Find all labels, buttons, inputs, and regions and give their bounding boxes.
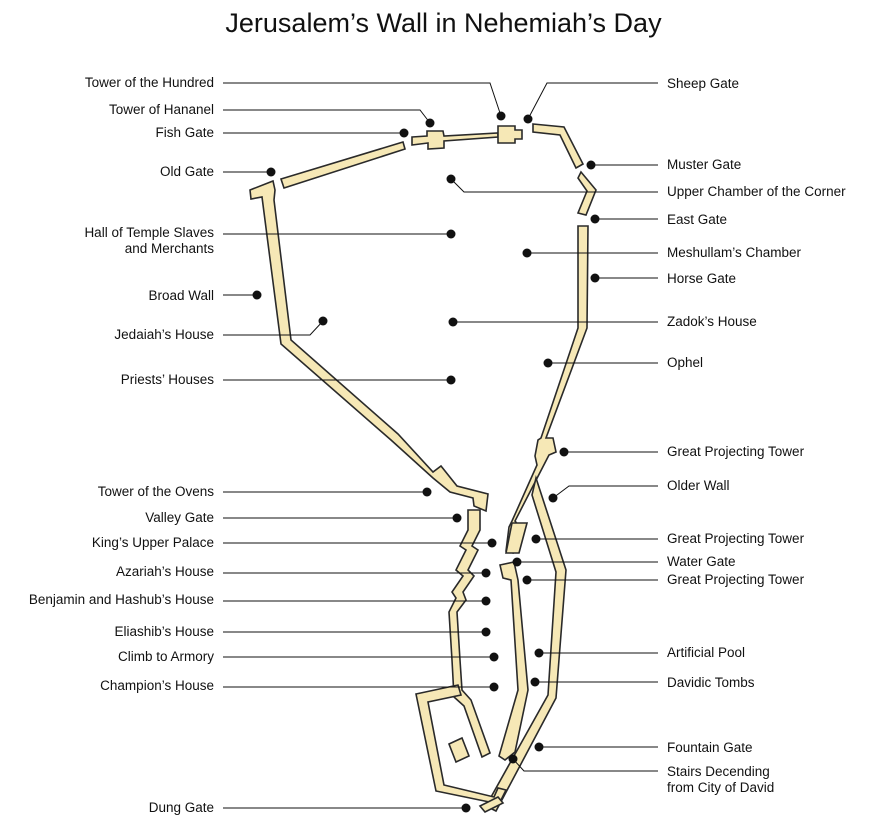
stairs-leader xyxy=(513,759,658,771)
horse-gate-marker xyxy=(591,274,600,283)
label-fountain-gate xyxy=(535,740,753,755)
sheep-gate-marker xyxy=(524,115,533,124)
eliashib-house-marker xyxy=(482,628,491,637)
horse-gate-label: Horse Gate xyxy=(667,271,737,286)
north-west-wall xyxy=(281,142,405,188)
label-great-projecting-tower-1 xyxy=(560,444,805,459)
label-dung-gate xyxy=(149,800,471,815)
priests-houses-label: Priests’ Houses xyxy=(120,372,214,387)
zadok-house-label: Zadok’s House xyxy=(667,314,757,329)
davidic-tombs-marker xyxy=(531,678,540,687)
city-wall xyxy=(250,124,596,812)
fountain-gate-marker xyxy=(535,743,544,752)
older-wall-leader xyxy=(553,486,658,498)
muster-gate-label: Muster Gate xyxy=(667,157,742,172)
great-projecting-tower-1-label: Great Projecting Tower xyxy=(667,444,805,459)
kings-upper-palace-marker xyxy=(488,539,497,548)
east-wall xyxy=(506,226,588,553)
water-gate-marker xyxy=(513,558,522,567)
benjamin-hashub-house-label: Benjamin and Hashub’s House xyxy=(28,592,214,607)
label-upper-chamber-corner xyxy=(447,175,847,200)
upper-chamber-corner-leader xyxy=(451,179,658,192)
stairs-label-line2: from City of David xyxy=(667,780,775,795)
valley-gate-marker xyxy=(453,514,462,523)
label-tower-hananel xyxy=(109,102,435,128)
inner-east-wall xyxy=(499,562,528,760)
label-sheep-gate xyxy=(524,76,740,124)
azariah-house-marker xyxy=(482,569,491,578)
right-labels xyxy=(447,76,847,795)
old-gate-marker xyxy=(267,168,276,177)
benjamin-hashub-house-marker xyxy=(482,597,491,606)
champion-house-label: Champion’s House xyxy=(100,678,214,693)
map-title: Jerusalem’s Wall in Nehemiah’s Day xyxy=(225,8,662,38)
ophel-label: Ophel xyxy=(667,355,704,370)
label-meshullam-chamber xyxy=(523,245,802,260)
tower-hananel-marker xyxy=(426,119,435,128)
muster-gate-segment xyxy=(578,172,596,215)
tower-ovens-label: Tower of the Ovens xyxy=(97,484,214,499)
meshullam-chamber-marker xyxy=(523,249,532,258)
climb-armory-label: Climb to Armory xyxy=(117,649,214,664)
hall-temple-label-line2: and Merchants xyxy=(124,241,214,256)
upper-chamber-corner-marker xyxy=(447,175,456,184)
label-zadok-house xyxy=(449,314,757,329)
label-horse-gate xyxy=(591,271,737,286)
valley-gate-label: Valley Gate xyxy=(145,510,214,525)
label-great-projecting-tower-2 xyxy=(532,531,805,546)
label-water-gate xyxy=(513,554,736,569)
label-stairs xyxy=(509,755,775,796)
north-east-wall xyxy=(533,124,583,168)
tower-hananel-label: Tower of Hananel xyxy=(108,102,214,117)
sheep-gate-label: Sheep Gate xyxy=(667,76,740,91)
jedaiah-house-label: Jedaiah’s House xyxy=(114,327,214,342)
label-artificial-pool xyxy=(535,645,746,660)
meshullam-chamber-label: Meshullam’s Chamber xyxy=(667,245,802,260)
fish-gate-label: Fish Gate xyxy=(155,125,214,140)
upper-chamber-corner-label: Upper Chamber of the Corner xyxy=(667,184,846,199)
azariah-house-label: Azariah’s House xyxy=(115,564,214,579)
hall-temple-label-line1: Hall of Temple Slaves xyxy=(84,225,214,240)
tower-ovens-marker xyxy=(423,488,432,497)
label-priests-houses xyxy=(121,372,456,387)
broad-wall-marker xyxy=(253,291,262,300)
jedaiah-house-marker xyxy=(319,317,328,326)
kings-upper-palace-label: King’s Upper Palace xyxy=(91,535,214,550)
great-projecting-tower-3-label: Great Projecting Tower xyxy=(667,572,805,587)
dung-gate-marker xyxy=(462,804,471,813)
great-projecting-tower-2-label: Great Projecting Tower xyxy=(667,531,805,546)
champion-house-marker xyxy=(490,683,499,692)
stairs-label-line1: Stairs Decending xyxy=(667,764,770,779)
east-gate-label: East Gate xyxy=(667,212,728,227)
tower-hananel xyxy=(412,131,498,149)
jedaiah-house-leader xyxy=(223,321,323,335)
older-wall-label: Older Wall xyxy=(667,478,730,493)
tower-hundred xyxy=(498,126,522,143)
tower-hundred-leader xyxy=(223,83,501,116)
davidic-tombs-label: Davidic Tombs xyxy=(667,675,755,690)
east-gate-marker xyxy=(591,215,600,224)
label-eliashib-house xyxy=(114,624,490,639)
tower-hundred-marker xyxy=(497,112,506,121)
tower-hundred-label: Tower of the Hundred xyxy=(84,75,214,90)
muster-gate-marker xyxy=(587,161,596,170)
stairs-marker xyxy=(509,755,518,764)
label-kings-upper-palace xyxy=(92,535,497,550)
old-gate-label: Old Gate xyxy=(159,164,214,179)
pool-tower xyxy=(449,738,469,762)
zadok-house-marker xyxy=(449,318,458,327)
label-muster-gate xyxy=(587,157,742,172)
sheep-gate-leader xyxy=(528,83,658,119)
label-climb-armory xyxy=(118,649,499,664)
older-wall-marker xyxy=(549,494,558,503)
broad-wall-label: Broad Wall xyxy=(148,288,214,303)
label-tower-ovens xyxy=(98,484,432,499)
great-projecting-tower-2-marker xyxy=(532,535,541,544)
label-older-wall xyxy=(549,478,730,503)
artificial-pool-label: Artificial Pool xyxy=(667,645,746,660)
water-gate-label: Water Gate xyxy=(667,554,736,569)
great-projecting-tower-3-marker xyxy=(523,576,532,585)
label-azariah-house xyxy=(116,564,491,579)
fish-gate-marker xyxy=(400,129,409,138)
fountain-gate-label: Fountain Gate xyxy=(667,740,753,755)
eliashib-house-label: Eliashib’s House xyxy=(114,624,214,639)
label-old-gate xyxy=(160,164,276,179)
great-projecting-tower-1-marker xyxy=(560,448,569,457)
priests-houses-marker xyxy=(447,376,456,385)
label-valley-gate xyxy=(145,510,461,525)
label-davidic-tombs xyxy=(531,675,755,690)
label-east-gate xyxy=(591,212,728,227)
dung-gate-label: Dung Gate xyxy=(148,800,214,815)
label-benjamin-hashub-house xyxy=(29,592,491,607)
climb-armory-marker xyxy=(490,653,499,662)
ophel-marker xyxy=(544,359,553,368)
tower-hananel-leader xyxy=(223,110,430,123)
hall-temple-marker xyxy=(447,230,456,239)
label-broad-wall xyxy=(148,288,261,303)
artificial-pool-marker xyxy=(535,649,544,658)
label-jedaiah-house xyxy=(114,317,327,343)
label-fish-gate xyxy=(155,125,408,140)
